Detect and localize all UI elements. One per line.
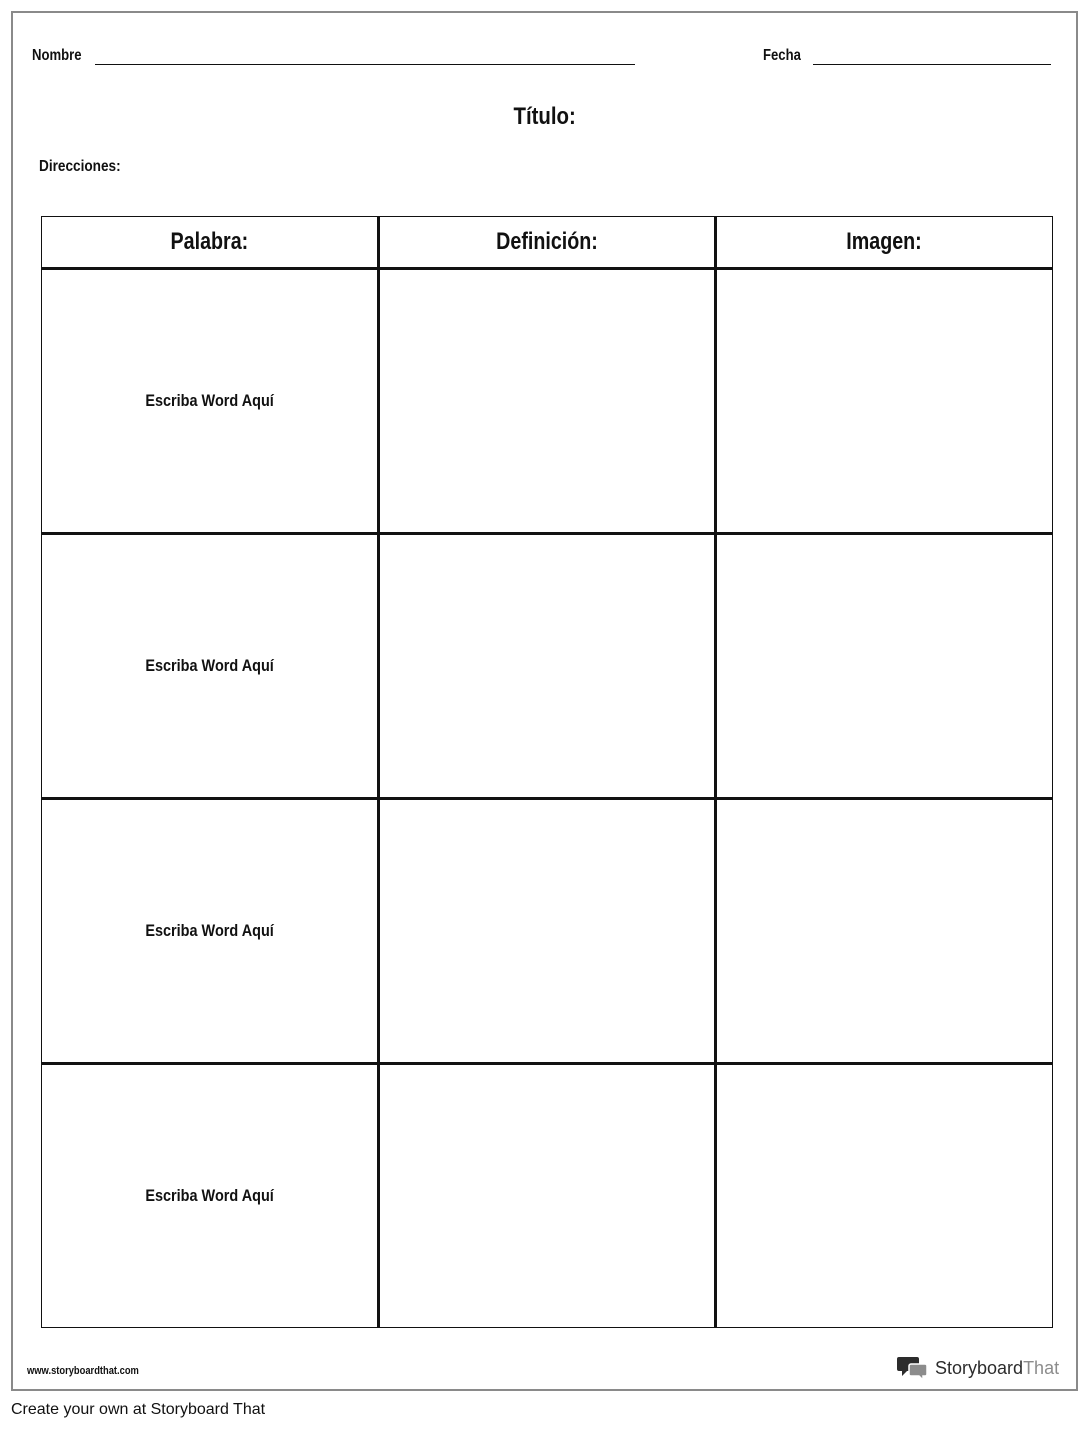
table-header-row — [42, 217, 1053, 269]
word-cell[interactable]: Escriba Word Aquí — [42, 269, 379, 534]
create-your-own-link[interactable]: Create your own at Storyboard That — [11, 1401, 266, 1418]
word-cell[interactable]: Escriba Word Aquí — [42, 534, 379, 799]
image-cell[interactable] — [716, 1064, 1053, 1328]
table-row — [42, 1064, 1053, 1328]
column-header-word: Palabra: — [42, 217, 379, 269]
title-heading — [13, 103, 1076, 131]
table-row — [42, 799, 1053, 1064]
definition-cell[interactable] — [379, 534, 716, 799]
column-header-definition: Definición: — [379, 217, 716, 269]
table-row — [42, 269, 1053, 534]
directions-label: Direcciones: — [39, 158, 121, 175]
definition-cell[interactable] — [379, 799, 716, 1064]
date-label: Fecha — [763, 47, 801, 64]
logo-wordmark: StoryboardThat — [935, 1357, 1060, 1378]
name-field-line[interactable] — [95, 64, 635, 65]
column-header-image: Imagen: — [716, 217, 1053, 269]
definition-cell[interactable] — [379, 1064, 716, 1328]
site-url: www.storyboardthat.com — [27, 1365, 139, 1377]
image-cell[interactable] — [716, 534, 1053, 799]
vocabulary-table — [41, 216, 1053, 1328]
definition-cell[interactable] — [379, 269, 716, 534]
worksheet — [11, 11, 1078, 1391]
date-field-line[interactable] — [813, 64, 1051, 65]
word-cell[interactable]: Escriba Word Aquí — [42, 1064, 379, 1328]
image-cell[interactable] — [716, 269, 1053, 534]
image-cell[interactable] — [716, 799, 1053, 1064]
title-text: Título: — [513, 103, 576, 130]
table-row — [42, 534, 1053, 799]
name-label: Nombre — [32, 47, 82, 64]
storyboardthat-logo[interactable] — [897, 1355, 1059, 1381]
speech-bubbles-logo-icon — [897, 1355, 929, 1381]
word-cell[interactable]: Escriba Word Aquí — [42, 799, 379, 1064]
